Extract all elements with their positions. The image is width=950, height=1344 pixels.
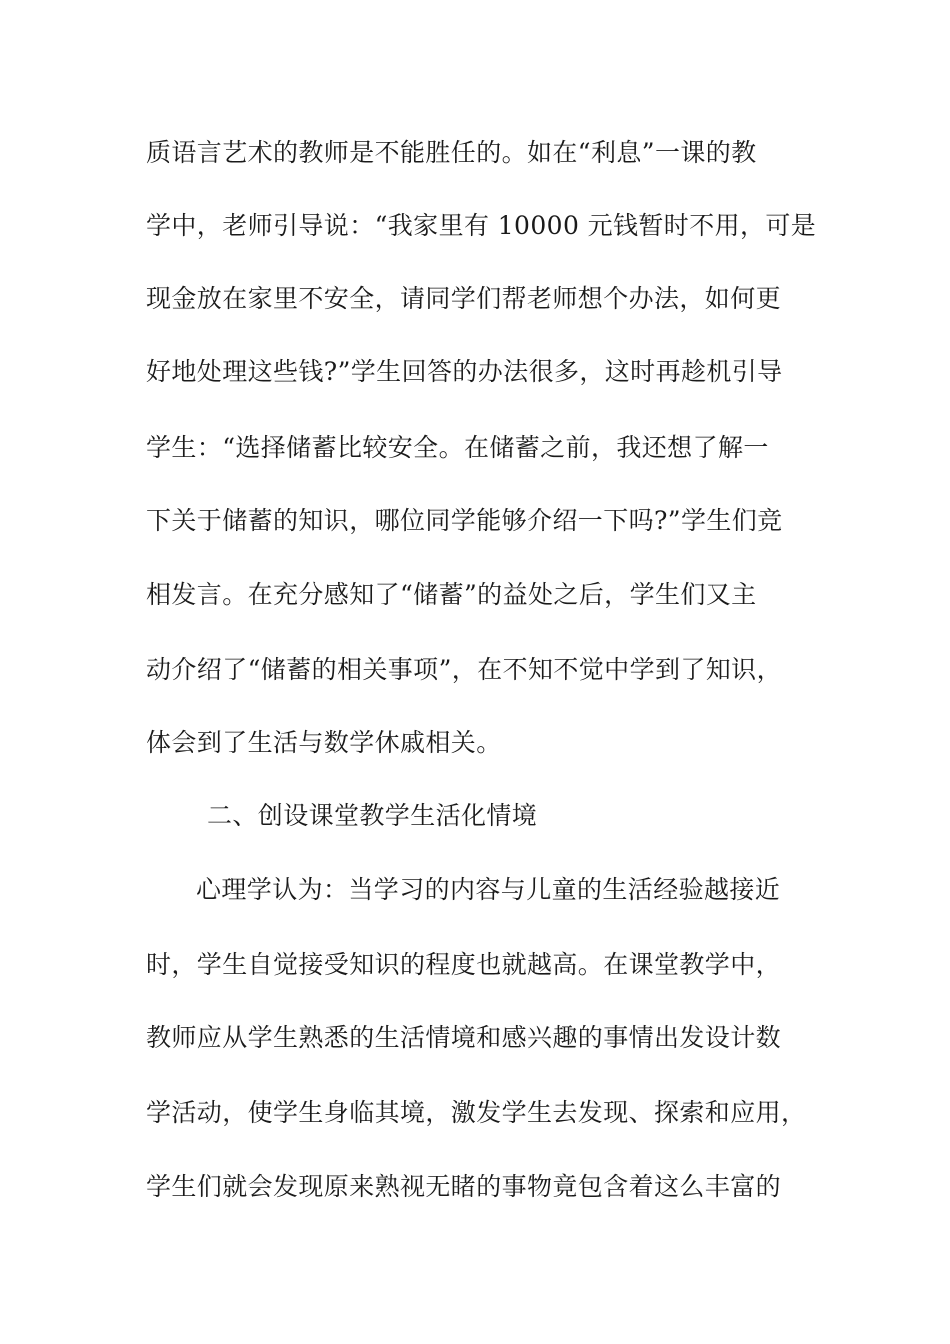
paragraph-1-line-8: 动介绍了“储蓄的相关事项”，在不知不觉中学到了知识，: [146, 655, 782, 684]
paragraph-1-line-3: 现金放在家里不安全，请同学们帮老师想个办法，如何更: [146, 284, 782, 313]
paragraph-2-line-5: 学生们就会发现原来熟视无睹的事物竟包含着这么丰富的: [146, 1172, 782, 1201]
paragraph-1-line-5: 学生：“选择储蓄比较安全。在储蓄之前，我还想了解一: [146, 433, 769, 462]
paragraph-1-line-6: 下关于储蓄的知识，哪位同学能够介绍一下吗?”学生们竞: [146, 506, 783, 535]
paragraph-1-line-9: 体会到了生活与数学休戚相关。: [146, 728, 502, 757]
section-heading: 二、创设课堂教学生活化情境: [207, 801, 538, 830]
paragraph-2-line-3: 教师应从学生熟悉的生活情境和感兴趣的事情出发设计数: [146, 1023, 782, 1052]
paragraph-2-line-4: 学活动，使学生身临其境，激发学生去发现、探索和应用，: [146, 1098, 807, 1127]
paragraph-2-line-1: 心理学认为：当学习的内容与儿童的生活经验越接近: [196, 875, 781, 904]
paragraph-1-line-2: 学中，老师引导说：“我家里有 10000 元钱暂时不用，可是: [146, 211, 817, 240]
paragraph-1-line-7: 相发言。在充分感知了“储蓄”的益处之后，学生们又主: [146, 580, 757, 609]
paragraph-1-line-4: 好地处理这些钱?”学生回答的办法很多，这时再趁机引导: [146, 357, 783, 386]
paragraph-1-line-1: 质语言艺术的教师是不能胜任的。如在“利息”一课的教: [146, 138, 757, 167]
paragraph-2-line-2: 时，学生自觉接受知识的程度也就越高。在课堂教学中，: [146, 950, 782, 979]
